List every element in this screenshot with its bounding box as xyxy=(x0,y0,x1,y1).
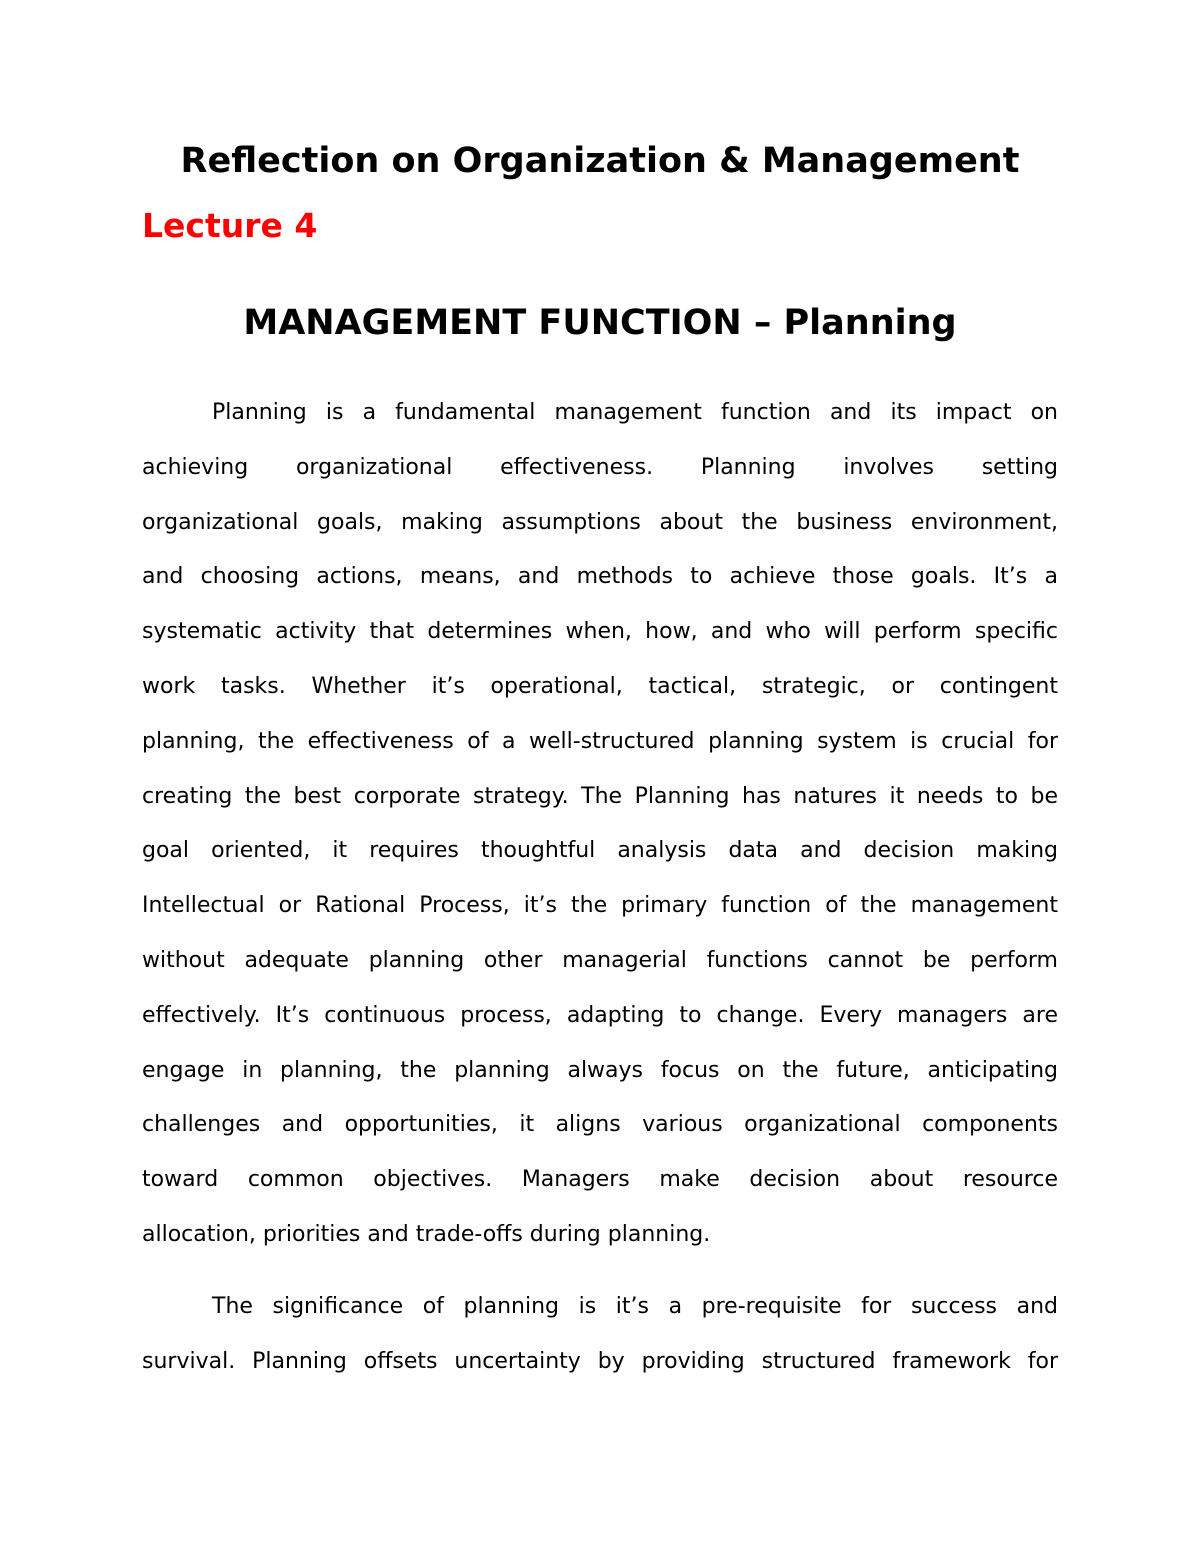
paragraph-line: without adequate planning other managerial functions cannot be perform xyxy=(142,947,1058,973)
paragraph-line: organizational goals, making assumptions about the business environment, xyxy=(142,509,1058,535)
paragraph-planning xyxy=(142,386,1058,1263)
paragraph-line: creating the best corporate strategy. The Planning has natures it needs to be xyxy=(142,783,1058,809)
lecture-label: Lecture 4 xyxy=(142,206,318,245)
paragraph-line: and choosing actions, means, and methods to achieve those goals. It’s a xyxy=(142,564,1058,590)
paragraph-line: allocation, priorities and trade-offs during planning. xyxy=(142,1221,711,1247)
paragraph-line: Planning is a fundamental management function and its impact on xyxy=(212,400,1058,425)
paragraph-line: work tasks. Whether it’s operational, tactical, strategic, or contingent xyxy=(142,673,1058,699)
paragraph-line: goal oriented, it requires thoughtful analysis data and decision making xyxy=(142,838,1058,864)
document-title: Reflection on Organization & Management xyxy=(180,141,1020,181)
paragraph-line: engage in planning, the planning always focus on the future, anticipating xyxy=(142,1057,1058,1083)
paragraph-line: systematic activity that determines when, how, and who will perform specific xyxy=(142,619,1058,645)
paragraph-line: planning, the effectiveness of a well-structured planning system is crucial for xyxy=(142,728,1058,754)
section-heading: MANAGEMENT FUNCTION – Planning xyxy=(243,303,957,343)
paragraph-line: effectively. It’s continuous process, adapting to change. Every managers are xyxy=(142,1002,1058,1028)
paragraph-significance xyxy=(142,1280,1058,1390)
paragraph-line: The significance of planning is it’s a pre-requisite for success and xyxy=(212,1294,1058,1319)
paragraph-line: achieving organizational effectiveness. Planning involves setting xyxy=(142,454,1058,480)
paragraph-line: survival. Planning offsets uncertainty by providing structured framework for xyxy=(142,1348,1058,1374)
paragraph-line: toward common objectives. Managers make decision about resource xyxy=(142,1167,1058,1193)
paragraph-line: Intellectual or Rational Process, it’s the primary function of the management xyxy=(142,893,1058,919)
paragraph-line: challenges and opportunities, it aligns various organizational components xyxy=(142,1112,1058,1138)
